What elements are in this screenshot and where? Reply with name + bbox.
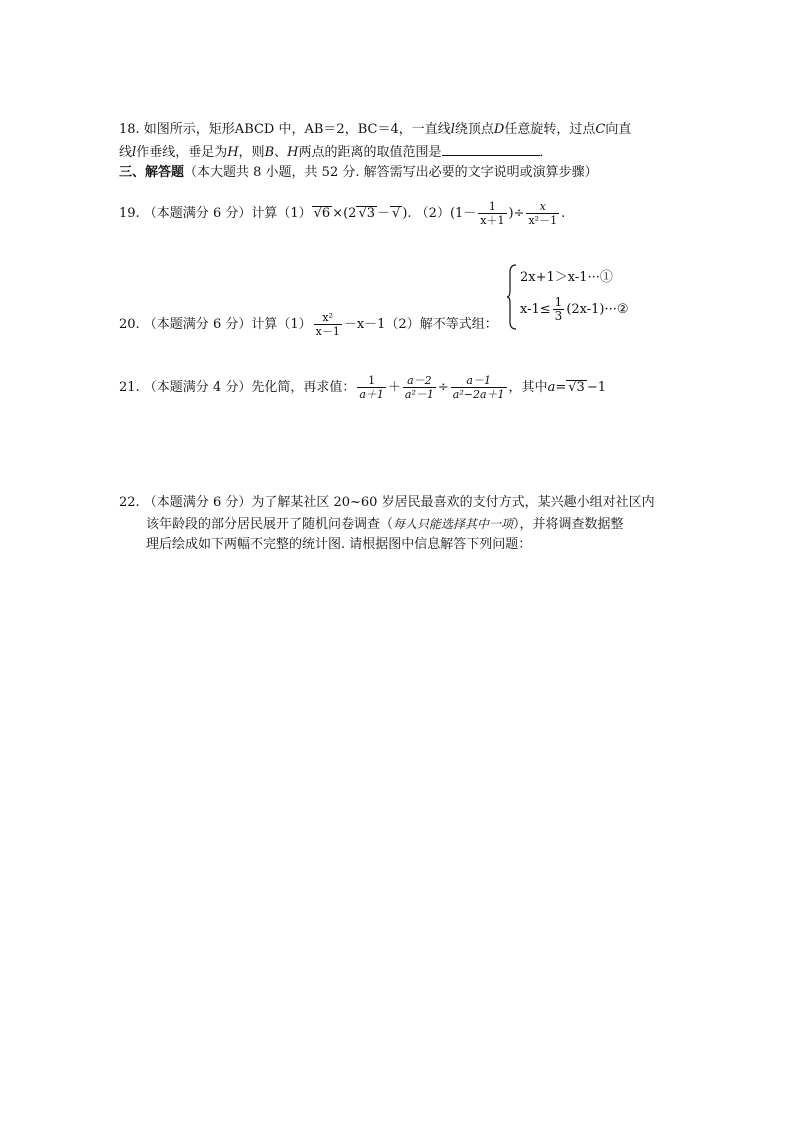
numerator: x² xyxy=(314,311,342,325)
numerator: a－1 xyxy=(451,374,507,388)
q18-line2 xyxy=(119,142,553,162)
q19-text: － xyxy=(377,206,391,221)
var-h: H xyxy=(227,145,239,160)
inequality-2 xyxy=(520,296,629,323)
q22-note: 每人只能选择其中一项 xyxy=(393,517,514,531)
denominator: 3 xyxy=(554,309,563,323)
q20 xyxy=(119,311,498,339)
q22-line2 xyxy=(146,515,624,534)
q18-text: 18. 如图所示，矩形ABCD 中，AB＝2，BC＝4，一直线 xyxy=(119,122,451,137)
q19-text: )÷ xyxy=(508,206,525,221)
numerator: 1 xyxy=(357,374,386,388)
q18-line1 xyxy=(119,121,631,139)
fraction xyxy=(357,374,386,401)
var-a: a xyxy=(547,380,556,395)
q18-text: 作垂线，垂足为 xyxy=(136,145,228,160)
fraction xyxy=(553,296,565,323)
numerator: x xyxy=(526,200,559,214)
q22-line1: 22. （本题满分 6 分）为了解某社区 20~60 岁居民最喜欢的支付方式，某兴趣小组对社区内 xyxy=(119,495,655,510)
q21-prefix: 21. （本题满分 4 分）先化简，再求值： xyxy=(119,380,356,395)
section-title: 三、解答题 xyxy=(119,165,185,180)
q21-text: = xyxy=(555,380,567,395)
ineq-text: x-1≤ xyxy=(520,302,551,317)
denominator: a²−2a＋1 xyxy=(452,388,505,401)
q20-text: －x－1（2）解不等式组： xyxy=(343,317,498,332)
brace-icon xyxy=(507,264,517,330)
sqrt-6: √ 6 xyxy=(312,206,333,220)
fraction xyxy=(314,311,342,338)
inequality-1: 2x+1＞x-1···① xyxy=(520,270,613,285)
sqrt-3: √ 3 xyxy=(356,206,377,220)
denominator: x＋1 xyxy=(480,214,505,227)
q19-text: . xyxy=(561,206,566,221)
q22-text: ），并将调查数据整 xyxy=(513,517,624,532)
var-l: l xyxy=(132,145,137,160)
q21-text: ÷ xyxy=(437,380,449,395)
section-description: （本大题共 8 小题，共 52 分. 解答需写出必要的文字说明或演算步骤） xyxy=(184,165,598,180)
sqrt-empty xyxy=(390,206,402,220)
q21-text: −1 xyxy=(586,380,606,395)
fraction xyxy=(526,200,559,227)
q18-text: 、 xyxy=(274,145,288,160)
q20-prefix: 20. （本题满分 6 分）计算（1） xyxy=(119,317,312,332)
q21-text: ，其中 xyxy=(508,380,548,395)
q19-prefix: 19. （本题满分 6 分）计算（1） xyxy=(119,206,312,221)
q18-text: 任意旋转，过点 xyxy=(504,122,596,137)
denominator: a＋1 xyxy=(359,388,384,401)
q18-text: 线 xyxy=(119,145,133,160)
var-b: B xyxy=(264,145,275,160)
fraction xyxy=(478,200,506,227)
q22-line3: 理后绘成如下两幅不完整的统计图. 请根据图中信息解答下列问题： xyxy=(146,537,532,552)
numerator: a－2 xyxy=(403,374,436,388)
q18-text: ，则 xyxy=(238,145,265,160)
q18-text: 向直 xyxy=(605,122,632,137)
numerator: 1 xyxy=(478,200,506,214)
q19-text: ). （2）(1－ xyxy=(402,206,477,221)
denominator: a²－1 xyxy=(404,388,434,401)
q22-text: 该年龄段的部分居民展开了随机问卷调查（ xyxy=(146,517,394,532)
sqrt-3: √ 3 xyxy=(566,380,587,394)
q19 xyxy=(119,200,565,228)
denominator: x²－1 xyxy=(528,214,558,227)
var-l: l xyxy=(450,122,455,137)
ineq-text: (2x-1)···② xyxy=(566,302,629,317)
q18-text: 绕顶点 xyxy=(454,122,494,137)
answer-blank[interactable] xyxy=(442,142,540,156)
var-h: H xyxy=(287,145,299,160)
fraction xyxy=(403,374,436,401)
q21-text: ＋ xyxy=(387,380,401,395)
q21 xyxy=(119,373,606,403)
var-c: C xyxy=(595,122,606,137)
q19-text: ×(2 xyxy=(332,206,357,221)
denominator: x－1 xyxy=(315,325,340,338)
section-heading xyxy=(119,164,598,182)
numerator: 1 xyxy=(554,295,563,309)
var-d: D xyxy=(493,122,505,137)
q18-text: 两点的距离的取值范围是 xyxy=(298,145,442,160)
fraction xyxy=(451,374,507,401)
q18-text: ． xyxy=(539,145,553,160)
